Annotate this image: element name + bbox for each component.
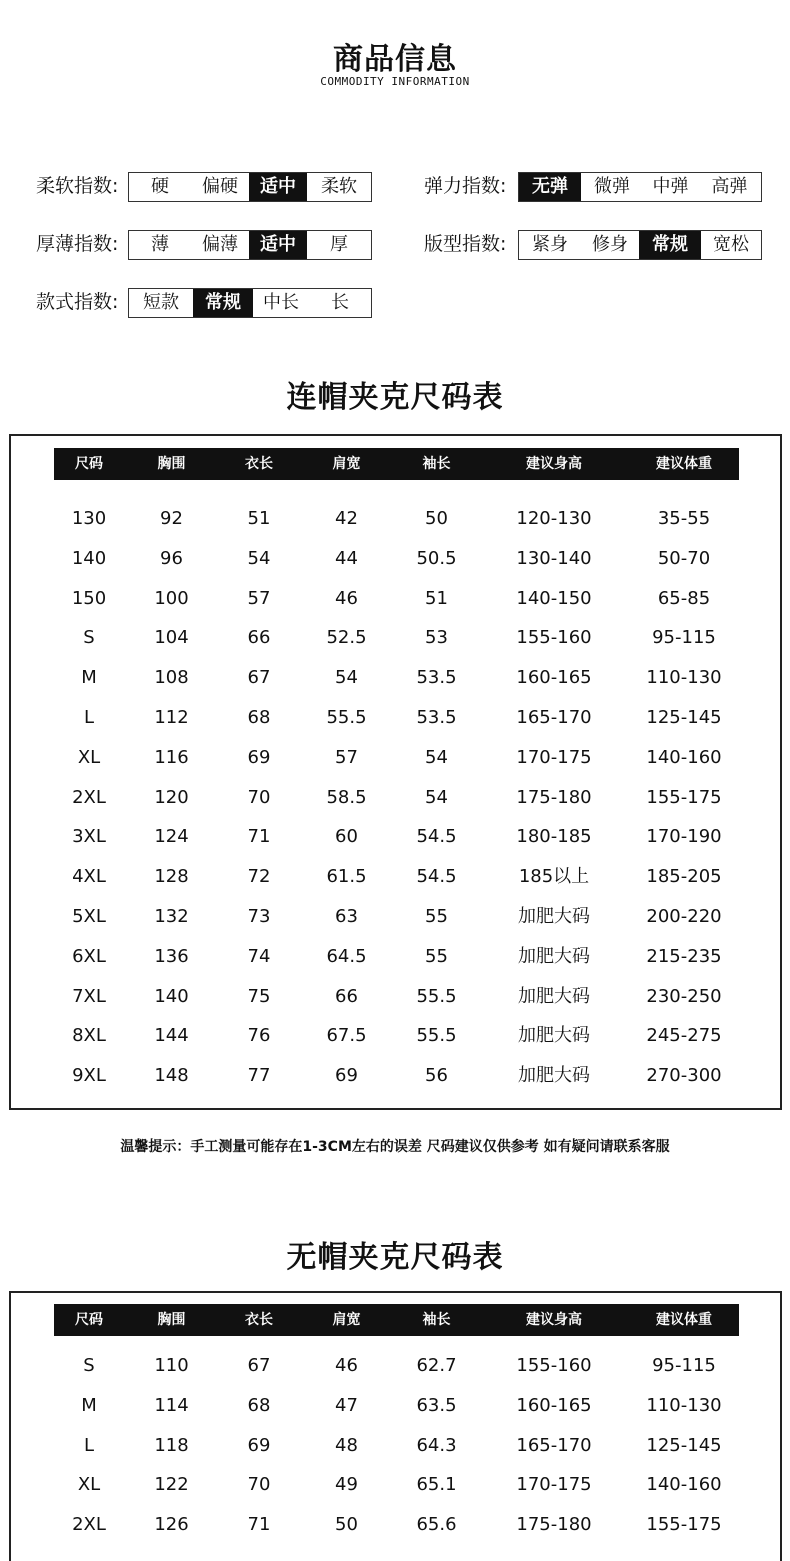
size-table-title: 无帽夹克尺码表 [286,1240,504,1275]
table-cell: 71 [247,1514,271,1536]
table-cell: 60 [335,826,358,848]
table-cell: 68 [247,1394,271,1416]
table-row [54,1016,739,1056]
table-cell: 114 [154,1394,189,1416]
page-title: 商品信息 [333,42,457,77]
table-cell: 125-145 [646,1434,722,1456]
table-cell: 170-175 [516,1474,592,1496]
table-cell: 116 [154,746,189,768]
table-cell: 65.6 [416,1514,457,1536]
table-cell: 120-130 [516,508,592,529]
table-cell: 55 [425,945,448,967]
table-cell: 46 [335,587,358,609]
table-cell: 144 [154,1025,189,1047]
table-header [54,448,739,480]
table-cell: 180-185 [516,826,592,848]
table-row [54,817,739,857]
table-cell: 62.7 [416,1355,457,1376]
table-cell: 175-180 [516,786,592,808]
table-cell: 126 [154,1514,189,1536]
table-row [54,977,739,1017]
index-option: 硬 [151,176,169,197]
header-cell: 肩宽 [332,456,361,472]
index-fit [518,230,762,260]
table-cell: 50-70 [657,547,711,569]
table-row [54,658,739,698]
table-cell: 65.1 [416,1474,457,1496]
table-cell: 65-85 [657,587,711,609]
table-cell: 53.5 [416,706,457,728]
table-cell: 52.5 [326,627,367,649]
table-cell: 74 [247,945,271,967]
index-option: 柔软 [321,176,357,197]
index-option-selected: 常规 [193,289,253,317]
table-body [54,499,739,1096]
table-cell: 加肥大码 [518,1025,590,1047]
table-cell: 95-115 [652,1355,716,1376]
index-option: 宽松 [713,234,749,255]
table-cell: 165-170 [516,706,592,728]
table-cell: 48 [335,1434,358,1456]
index-thickness [128,230,372,260]
table-cell: 130-140 [516,547,592,569]
table-cell: 140 [71,547,107,569]
index-option: 紧身 [532,234,568,255]
table-cell: 7XL [72,985,106,1007]
table-cell: 49 [335,1474,358,1496]
table-cell: 加肥大码 [518,1065,590,1087]
table-cell: 47 [335,1394,358,1416]
table-cell: 104 [154,627,189,649]
index-option: 长 [331,292,349,313]
table-cell: 35-55 [657,508,711,529]
table-cell: L [83,706,95,728]
table-cell: 50 [335,1514,358,1536]
table-cell: 92 [160,508,183,529]
table-cell: 110-130 [646,1394,722,1416]
table-cell: 185以上 [518,866,590,888]
table-cell: 67 [247,667,271,689]
table-row [54,857,739,897]
table-row [54,897,739,937]
table-cell: 46 [335,1355,358,1376]
table-row [54,1386,739,1426]
index-label-softness: 柔软指数: [36,175,119,197]
table-cell: 95-115 [652,627,716,649]
table-cell: 54 [247,547,271,569]
table-cell: 155-160 [516,1355,592,1376]
index-option: 短款 [143,292,179,313]
page-subtitle: COMMODITY INFORMATION [320,75,470,88]
table-cell: 55 [425,905,448,927]
table-row [54,698,739,738]
index-option: 偏薄 [202,234,238,255]
table-cell: 140-160 [646,746,722,768]
table-cell: 8XL [72,1025,106,1047]
index-label-elasticity: 弹力指数: [424,175,507,197]
table-cell: 69 [247,1434,271,1456]
table-cell: 110-130 [646,667,722,689]
table-cell: 124 [154,826,189,848]
table-cell: 160-165 [516,667,592,689]
table-cell: 175-180 [516,1514,592,1536]
table-cell: 56 [425,1065,448,1087]
table-cell: 3XL [72,826,106,848]
index-elasticity [518,172,762,202]
table-cell: 76 [247,1025,271,1047]
table-cell: S [83,627,95,649]
table-cell: 100 [154,587,189,609]
table-cell: M [81,667,97,689]
table-cell: 70 [247,786,271,808]
index-option-selected: 常规 [639,231,701,259]
table-cell: 66 [247,627,271,649]
header-cell: 建议身高 [526,1312,582,1328]
table-cell: L [83,1434,95,1456]
table-cell: 54.5 [416,866,457,888]
table-row [54,1465,739,1505]
table-cell: 170-190 [646,826,722,848]
index-option: 微弹 [594,176,630,197]
table-cell: 9XL [72,1065,106,1087]
table-cell: 96 [160,547,183,569]
table-cell: 4XL [72,866,106,888]
header-cell: 尺码 [75,456,103,472]
table-row [54,778,739,818]
header-cell: 袖长 [422,456,451,472]
table-cell: 165-170 [516,1434,592,1456]
index-label-thickness: 厚薄指数: [36,233,119,255]
table-cell: 加肥大码 [518,945,590,967]
table-cell: 68 [247,706,271,728]
table-row [54,738,739,778]
table-header [54,1304,739,1336]
table-cell: 6XL [72,945,106,967]
table-row [54,1056,739,1096]
index-option: 修身 [592,234,628,255]
table-cell: 54 [425,746,448,768]
table-cell: 55.5 [416,985,457,1007]
table-cell: 108 [154,667,189,689]
index-style [128,288,372,318]
table-cell: 70 [247,1474,271,1496]
table-cell: 53 [425,627,448,649]
table-cell: 54.5 [416,826,457,848]
header-cell: 袖长 [422,1312,451,1328]
table-cell: 75 [247,985,271,1007]
table-cell: 200-220 [646,905,722,927]
table-cell: 57 [247,587,271,609]
table-cell: 50.5 [416,547,457,569]
header-cell: 胸围 [157,1312,186,1328]
table-cell: 155-160 [516,627,592,649]
table-cell: 61.5 [326,866,367,888]
table-cell: XL [77,746,101,768]
index-label-style: 款式指数: [36,291,119,313]
table-cell: 72 [247,866,271,888]
table-body [54,1346,739,1545]
table-cell: 136 [154,945,189,967]
table-cell: 140-160 [646,1474,722,1496]
table-cell: 170-175 [516,746,592,768]
table-cell: 67.5 [326,1025,367,1047]
table-cell: 132 [154,905,189,927]
table-cell: 2XL [72,786,106,808]
index-label-fit: 版型指数: [424,233,507,255]
table-cell: 69 [247,746,271,768]
table-cell: 63 [335,905,358,927]
table-cell: 66 [335,985,358,1007]
table-cell: S [83,1355,95,1376]
table-cell: 125-145 [646,706,722,728]
table-row [54,539,739,579]
table-cell: 42 [335,508,358,529]
table-cell: 155-175 [646,1514,722,1536]
table-cell: 185-205 [646,866,722,888]
table-cell: 55.5 [416,1025,457,1047]
table-cell: 270-300 [646,1065,722,1087]
header-cell: 尺码 [75,1312,103,1328]
table-cell: 118 [154,1434,189,1456]
index-option: 中弹 [652,176,689,197]
table-cell: 112 [154,706,189,728]
table-row [54,579,739,619]
table-cell: 77 [247,1065,271,1087]
table-row [54,618,739,658]
table-cell: 54 [425,786,448,808]
table-cell: 加肥大码 [518,905,590,927]
table-cell: XL [77,1474,101,1496]
table-cell: 63.5 [416,1394,457,1416]
table-cell: 加肥大码 [518,985,590,1007]
index-option: 薄 [151,234,169,255]
table-cell: 54 [335,667,358,689]
index-option: 偏硬 [202,176,238,197]
table-cell: 51 [425,587,448,609]
table-cell: 230-250 [646,985,722,1007]
header-cell: 建议体重 [656,1312,712,1328]
table-cell: 2XL [72,1514,106,1536]
table-cell: 67 [247,1355,271,1376]
table-cell: 58.5 [326,786,367,808]
table-cell: 53.5 [416,667,457,689]
table-cell: 5XL [72,905,106,927]
table-cell: 140 [154,985,189,1007]
table-cell: 120 [154,786,189,808]
table-cell: 51 [247,508,271,529]
table-cell: 110 [154,1355,189,1376]
table-row [54,499,739,539]
index-softness [128,172,372,202]
table-cell: 130 [71,508,107,529]
table-cell: 64.5 [326,945,367,967]
header-cell: 建议身高 [526,456,582,472]
index-option: 高弹 [711,176,748,197]
index-option: 厚 [330,234,348,255]
size-tip: 温馨提示：手工测量可能存在1-3CM左右的误差 尺码建议仅供参考 如有疑问请联系客服 [120,1139,670,1155]
table-cell: 50 [425,508,448,529]
table-cell: 160-165 [516,1394,592,1416]
table-cell: M [81,1394,97,1416]
table-row [54,1505,739,1545]
table-cell: 128 [154,866,189,888]
table-cell: 148 [154,1065,189,1087]
header-cell: 建议体重 [656,456,712,472]
table-row [54,1426,739,1466]
index-option-selected: 适中 [249,231,307,259]
table-cell: 150 [71,587,107,609]
table-cell: 122 [154,1474,189,1496]
table-row [54,1346,739,1386]
table-cell: 140-150 [516,587,592,609]
index-option-selected: 适中 [249,173,307,201]
table-cell: 64.3 [416,1434,457,1456]
table-cell: 71 [247,826,271,848]
table-cell: 69 [335,1065,358,1087]
table-cell: 73 [247,905,271,927]
header-cell: 胸围 [157,456,186,472]
header-cell: 衣长 [245,456,273,472]
table-cell: 57 [335,746,358,768]
table-cell: 44 [335,547,358,569]
size-table-title: 连帽夹克尺码表 [286,380,504,415]
table-cell: 55.5 [326,706,367,728]
table-cell: 155-175 [646,786,722,808]
table-row [54,937,739,977]
header-cell: 衣长 [245,1312,273,1328]
index-option-selected: 无弹 [519,173,581,201]
table-cell: 215-235 [646,945,722,967]
table-cell: 245-275 [646,1025,722,1047]
index-option: 中长 [263,292,299,313]
header-cell: 肩宽 [332,1312,361,1328]
